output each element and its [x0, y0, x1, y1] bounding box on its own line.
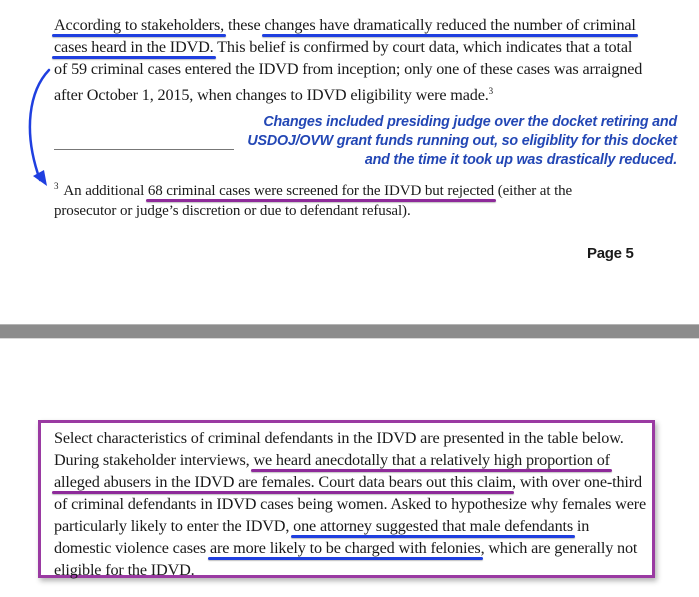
- paragraph-line: [54, 471, 646, 493]
- footnote: [54, 176, 572, 221]
- blue-underline-highlight: According to stakeholders,: [54, 16, 225, 34]
- paragraph-line: of criminal defendants in IDVD cases being women. Asked to hypothesize why females were: [54, 495, 647, 513]
- paragraph-line: [54, 537, 646, 559]
- purple-underline-highlight: we heard anecdotally that a relatively high proportion of: [253, 451, 610, 469]
- text-run: domestic violence cases: [54, 539, 210, 557]
- text-run: in: [573, 517, 590, 535]
- paragraph-line: [54, 80, 654, 102]
- paragraph-line: Select characteristics of criminal defendants in the IDVD are presented in the table below.: [54, 429, 624, 447]
- note-line: USDOJ/OVW grant funds running out, so eligiblity for this docket: [247, 133, 677, 149]
- top-paragraph: [54, 14, 654, 102]
- page-number: Page 5: [587, 245, 634, 262]
- footnote-reference[interactable]: 3: [488, 86, 494, 96]
- blue-underline-highlight: changes have dramatically reduced the number of criminal: [264, 16, 636, 34]
- text-run: During stakeholder interviews,: [54, 451, 254, 469]
- text-run: these: [224, 16, 265, 34]
- paragraph-line: [54, 14, 654, 36]
- page-break-divider: [0, 324, 699, 339]
- text-run: , with over one-third: [512, 473, 642, 491]
- text-run: after October 1, 2015, when changes to IDVD eligibility were made.: [54, 86, 489, 104]
- footnote-line: [54, 176, 572, 201]
- note-line: and the time it took up was drastically reduced.: [364, 152, 677, 168]
- footnote-separator: [54, 149, 234, 150]
- paragraph-line: of 59 criminal cases entered the IDVD from inception; only one of these cases was arraigned: [54, 60, 643, 78]
- purple-underline-highlight: 68 criminal cases were screened for the IDVD but rejected: [147, 183, 495, 199]
- paragraph-line: [54, 515, 646, 537]
- blue-underline-highlight: are more likely to be charged with felonies: [209, 539, 481, 557]
- text-run: , which are generally not: [480, 539, 638, 557]
- footnote-number: 3: [54, 181, 59, 191]
- paragraph-line: [54, 36, 654, 58]
- text-run: particularly likely to enter the IDVD,: [54, 517, 294, 535]
- note-line: Changes included presiding judge over the docket retiring and: [263, 114, 677, 130]
- paragraph-line: eligible for the IDVD.: [54, 561, 195, 579]
- paragraph-line: [54, 449, 646, 471]
- purple-underline-highlight: alleged abusers in the IDVD are females. Court data bears out this claim: [54, 473, 513, 491]
- boxed-paragraph: [54, 427, 646, 581]
- text-run: (either at the: [494, 183, 573, 199]
- footnote-line: prosecutor or judge’s discretion or due to defendant refusal).: [54, 203, 411, 219]
- text-run: This belief is confirmed by court data, which indicates that a total: [213, 38, 633, 56]
- annotation-note: [247, 113, 677, 170]
- blue-underline-highlight: cases heard in the IDVD.: [54, 38, 214, 56]
- text-run: An additional: [63, 183, 148, 199]
- blue-underline-highlight: one attorney suggested that male defendants: [293, 517, 574, 535]
